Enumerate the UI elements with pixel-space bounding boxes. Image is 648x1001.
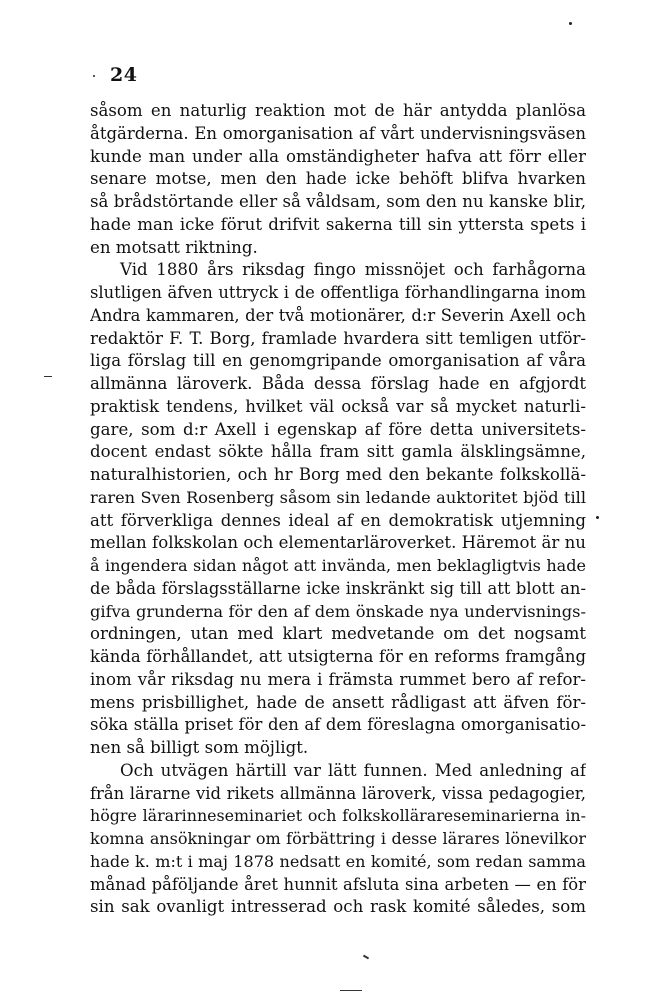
text-line: såsom en naturlig reaktion mot de här antydda planlösa <box>90 101 586 120</box>
text-line: mellan folkskolan och elementarläroverket. Häremot är nu <box>90 533 586 553</box>
scan-speck <box>596 516 599 519</box>
text-line: söka ställa priset för den af dem föreslagna omorganisatio- <box>90 715 586 735</box>
text-line: å ingendera sidan något att invända, men beklagligtvis hade <box>90 556 586 575</box>
text-line: praktisk tendens, hvilket väl också var så mycket naturli- <box>90 396 586 416</box>
text-line: sin sak ovanligt intresserad och rask komité således, som <box>90 897 586 917</box>
text-line: att förverkliga dennes ideal af en demokratisk utjemning <box>90 510 586 530</box>
text-line: redaktör F. T. Borg, framlade hvardera sitt temligen utför- <box>90 328 586 348</box>
text-line: nen så billigt som möjligt. <box>90 738 309 757</box>
text-line: kunde man under alla omständigheter hafva att förr eller <box>90 146 586 166</box>
text-line: så brådstörtande eller så våldsam, som den nu kanske blir, <box>90 192 586 211</box>
text-line: månad påföljande året hunnit afsluta sina arbeten — en för <box>90 874 586 894</box>
text-line: slutligen äfven uttryck i de offentliga förhandlingarna inom <box>90 283 586 302</box>
text-line: Vid 1880 års riksdag fingo missnöjet och farhågorna <box>120 260 586 280</box>
body-text <box>90 100 586 919</box>
scan-mark <box>363 955 369 960</box>
scan-speck <box>93 75 95 77</box>
text-line: Och utvägen härtill var lätt funnen. Med anledning af <box>120 760 586 780</box>
page-number: 24 <box>110 64 138 86</box>
text-line: ordningen, utan med klart medvetande om det nogsamt <box>90 624 586 644</box>
text-line: gare, som d:r Axell i egenskap af före detta universitets- <box>90 419 586 439</box>
text-line: docent endast sökte hålla fram sitt gamla älsklingsämne, <box>90 442 586 462</box>
text-line: inom vår riksdag nu mera i främsta rummet bero af refor- <box>90 669 586 689</box>
text-line: komna ansökningar om förbättring i desse lärares lönevilkor <box>90 829 586 848</box>
scan-mark <box>44 376 52 377</box>
text-line: hade man icke förut drifvit sakerna till sin yttersta spets i <box>90 214 586 234</box>
text-line: mens prisbillighet, hade de ansett rådligast att äfven för- <box>90 692 586 712</box>
text-line: naturalhistorien, och hr Borg med den bekante folkskollä- <box>90 465 586 484</box>
text-line: en motsatt riktning. <box>90 237 258 257</box>
text-line: åtgärderna. En omorganisation af vårt undervisningsväsen <box>90 123 586 143</box>
text-line: gifva grunderna för den af dem önskade nya undervisnings- <box>90 601 586 621</box>
text-line: de båda förslagsställarne icke inskränkt sig till att blott an- <box>90 578 586 598</box>
scan-mark <box>340 990 362 991</box>
text-line: liga förslag till en genomgripande omorganisation af våra <box>90 351 586 371</box>
text-line: från lärarne vid rikets allmänna läroverk, vissa pedagogier, <box>90 783 586 803</box>
text-line: hade k. m:t i maj 1878 nedsatt en komité, som redan samma <box>90 851 586 871</box>
scan-speck <box>569 22 572 25</box>
text-line: senare motse, men den hade icke behöft blifva hvarken <box>90 169 586 189</box>
text-line: kända förhållandet, att utsigterna för en reforms framgång <box>90 647 586 666</box>
text-line: raren Sven Rosenberg såsom sin ledande auktoritet bjöd till <box>90 487 586 507</box>
text-line: allmänna läroverk. Båda dessa förslag hade en afgjordt <box>90 374 586 393</box>
text-line: Andra kammaren, der två motionärer, d:r Severin Axell och <box>90 305 586 325</box>
text-line: högre lärarinneseminariet och folkskollärareseminarierna in- <box>90 806 586 826</box>
